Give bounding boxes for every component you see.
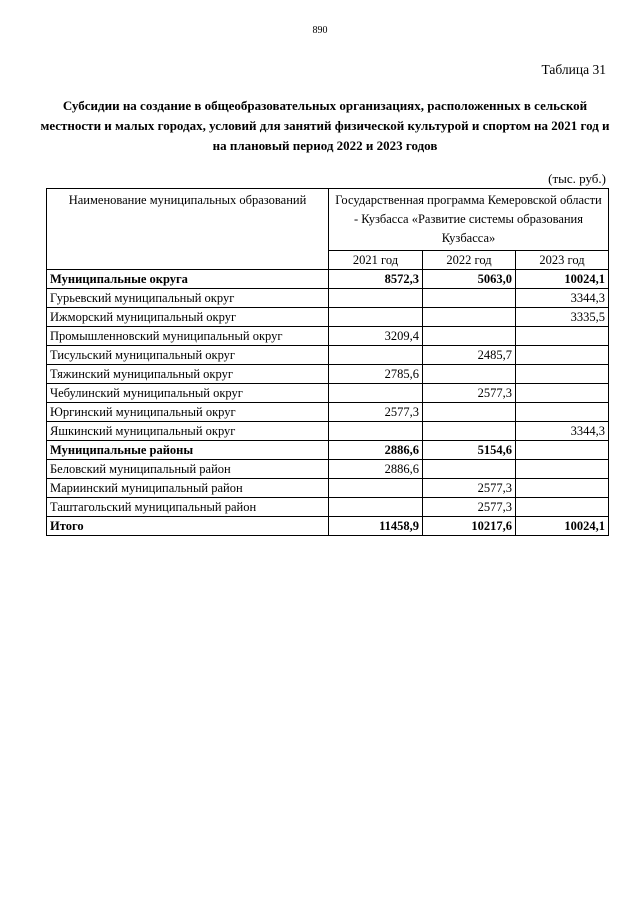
value-2022-cell xyxy=(423,403,516,422)
row-name-cell: Беловский муниципальный район xyxy=(47,460,329,479)
row-name-cell: Муниципальные округа xyxy=(47,270,329,289)
value-2021-cell: 2886,6 xyxy=(329,460,423,479)
units-note: (тыс. руб.) xyxy=(548,171,606,186)
table-row xyxy=(47,365,609,384)
value-2023-cell xyxy=(516,498,609,517)
value-2021-cell xyxy=(329,498,423,517)
value-2023-cell xyxy=(516,384,609,403)
subsidy-table xyxy=(46,188,609,536)
value-2023-cell xyxy=(516,479,609,498)
row-name-cell: Тисульский муниципальный округ xyxy=(47,346,329,365)
table-row xyxy=(47,308,609,327)
table-row xyxy=(47,498,609,517)
table-row xyxy=(47,289,609,308)
table-row xyxy=(47,403,609,422)
value-2023-cell xyxy=(516,327,609,346)
value-2021-cell xyxy=(329,479,423,498)
row-name-cell: Итого xyxy=(47,517,329,536)
value-2023-cell xyxy=(516,403,609,422)
row-name-cell: Яшкинский муниципальный округ xyxy=(47,422,329,441)
row-name-cell: Чебулинский муниципальный округ xyxy=(47,384,329,403)
value-2021-cell xyxy=(329,308,423,327)
value-2023-cell xyxy=(516,441,609,460)
table-row xyxy=(47,441,609,460)
value-2023-cell: 3344,3 xyxy=(516,289,609,308)
row-name-cell: Юргинский муниципальный округ xyxy=(47,403,329,422)
value-2022-cell: 2577,3 xyxy=(423,479,516,498)
row-name-cell: Муниципальные районы xyxy=(47,441,329,460)
value-2021-cell xyxy=(329,289,423,308)
table-body xyxy=(47,270,609,536)
value-2022-cell xyxy=(423,289,516,308)
value-2021-cell xyxy=(329,422,423,441)
table-row xyxy=(47,460,609,479)
value-2022-cell xyxy=(423,365,516,384)
value-2022-cell xyxy=(423,460,516,479)
document-title: Субсидии на создание в общеобразовательных организациях, расположенных в сельской местности и малых городах, условий для занятий физической культурой и спортом на 2021 год и на плановый период 2022 и 2023 годов xyxy=(40,98,610,153)
value-2021-cell: 11458,9 xyxy=(329,517,423,536)
row-name-cell: Промышленновский муниципальный округ xyxy=(47,327,329,346)
value-2021-cell: 8572,3 xyxy=(329,270,423,289)
value-2022-cell: 5154,6 xyxy=(423,441,516,460)
header-year-2021: 2021 год xyxy=(329,251,423,270)
value-2021-cell xyxy=(329,384,423,403)
row-name-cell: Ижморский муниципальный округ xyxy=(47,308,329,327)
value-2021-cell: 2785,6 xyxy=(329,365,423,384)
row-name-cell: Гурьевский муниципальный округ xyxy=(47,289,329,308)
value-2023-cell: 10024,1 xyxy=(516,517,609,536)
value-2023-cell xyxy=(516,460,609,479)
value-2023-cell xyxy=(516,346,609,365)
value-2022-cell: 10217,6 xyxy=(423,517,516,536)
value-2022-cell: 2485,7 xyxy=(423,346,516,365)
row-name-cell: Тяжинский муниципальный округ xyxy=(47,365,329,384)
header-year-2023: 2023 год xyxy=(516,251,609,270)
value-2021-cell: 2577,3 xyxy=(329,403,423,422)
value-2021-cell xyxy=(329,346,423,365)
value-2023-cell: 3335,5 xyxy=(516,308,609,327)
table-row xyxy=(47,384,609,403)
row-name-cell: Мариинский муниципальный район xyxy=(47,479,329,498)
value-2023-cell: 10024,1 xyxy=(516,270,609,289)
row-name-cell: Таштагольский муниципальный район xyxy=(47,498,329,517)
value-2023-cell xyxy=(516,365,609,384)
value-2022-cell xyxy=(423,308,516,327)
value-2023-cell: 3344,3 xyxy=(516,422,609,441)
value-2022-cell xyxy=(423,327,516,346)
table-row xyxy=(47,517,609,536)
table-row xyxy=(47,270,609,289)
table-row xyxy=(47,422,609,441)
value-2022-cell: 5063,0 xyxy=(423,270,516,289)
table-row xyxy=(47,327,609,346)
header-program: Государственная программа Кемеровской области - Кузбасса «Развитие системы образования Кузбасса» xyxy=(329,189,609,251)
page-number: 890 xyxy=(312,25,328,36)
value-2022-cell xyxy=(423,422,516,441)
header-name-column: Наименование муниципальных образований xyxy=(47,189,329,270)
header-year-2022: 2022 год xyxy=(423,251,516,270)
table-label: Таблица 31 xyxy=(541,62,606,77)
value-2022-cell: 2577,3 xyxy=(423,498,516,517)
table-row xyxy=(47,346,609,365)
value-2022-cell: 2577,3 xyxy=(423,384,516,403)
value-2021-cell: 3209,4 xyxy=(329,327,423,346)
table-row xyxy=(47,479,609,498)
value-2021-cell: 2886,6 xyxy=(329,441,423,460)
